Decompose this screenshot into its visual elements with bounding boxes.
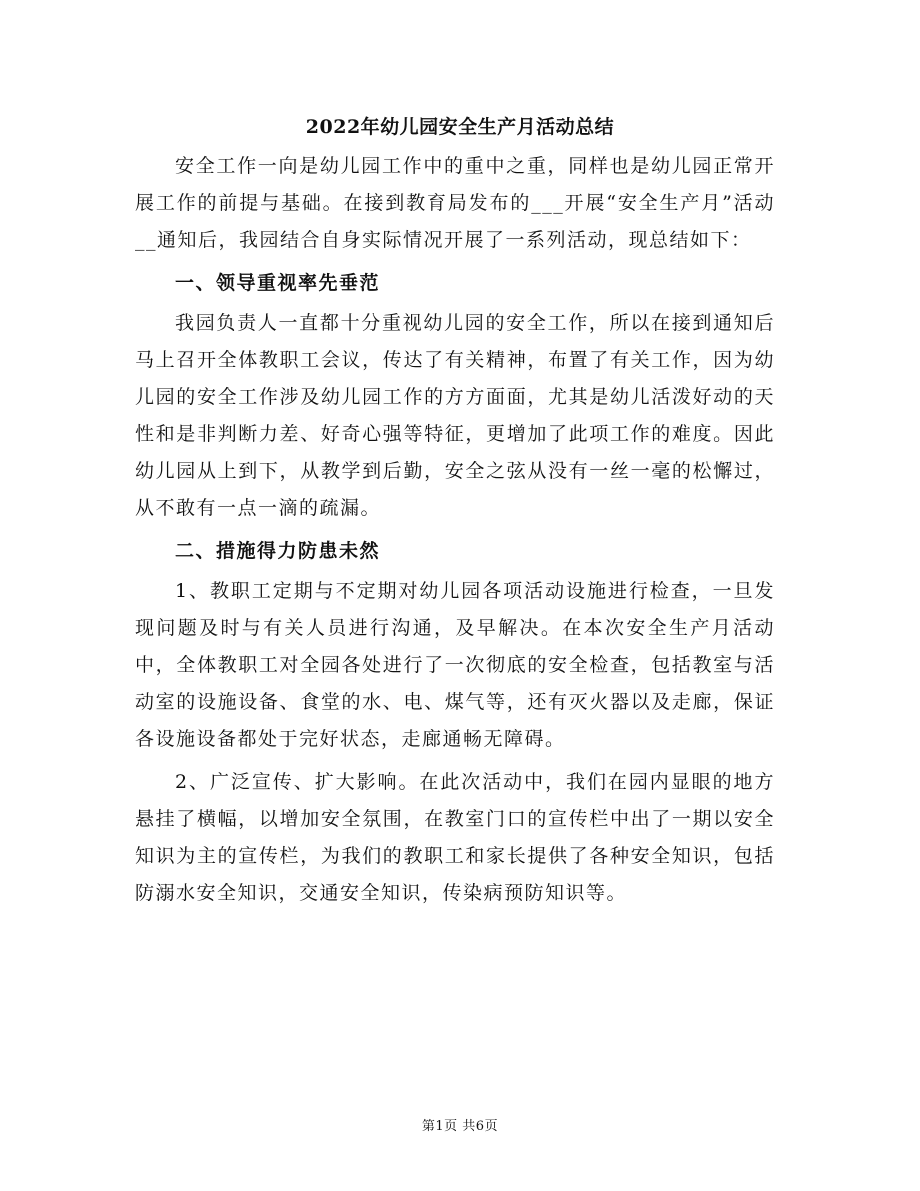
page-number: 第1页 共6页 bbox=[421, 1119, 499, 1134]
section-2-paragraph-2: 2、广泛宣传、扩大影响。在此次活动中，我们在园内显眼的地方悬挂了横幅，以增加安全氛围，在教室门口的宣传栏中出了一期以安全知识为主的宣传栏，为我们的教职工和家长提供了各种安全知识，包括防溺水安全知识，交通安全知识，传染病预防知识等。 bbox=[135, 771, 775, 904]
document-title: 2022年幼儿园安全生产月活动总结 bbox=[305, 116, 615, 138]
section-1-heading: 一、领导重视率先垂范 bbox=[175, 272, 381, 294]
document-body bbox=[135, 148, 775, 912]
section-1-paragraph: 我园负责人一直都十分重视幼儿园的安全工作，所以在接到通知后马上召开全体教职工会议，传达了有关精神，布置了有关工作，因为幼儿园的安全工作涉及幼儿园工作的方方面面，尤其是幼儿活泼好动的天性和是非判断力差、好奇心强等特征，更增加了此项工作的难度。因此幼儿园从上到下，从教学到后勤，安全之弦从没有一丝一毫的松懈过，从不敢有一点一滴的疏漏。 bbox=[135, 312, 775, 519]
intro-paragraph: 安全工作一向是幼儿园工作中的重中之重，同样也是幼儿园正常开展工作的前提与基础。在接到教育局发布的___开展“安全生产月”活动__通知后，我园结合自身实际情况开展了一系列活动，现总结如下： bbox=[135, 155, 775, 251]
section-2-paragraph-1: 1、教职工定期与不定期对幼儿园各项活动设施进行检查，一旦发现问题及时与有关人员进行沟通，及早解决。在本次安全生产月活动中，全体教职工对全园各处进行了一次彻底的安全检查，包括教室与活动室的设施设备、食堂的水、电、煤气等，还有灭火器以及走廊，保证各设施设备都处于完好状态，走廊通畅无障碍。 bbox=[135, 580, 775, 750]
section-2-heading: 二、措施得力防患未然 bbox=[175, 540, 381, 562]
